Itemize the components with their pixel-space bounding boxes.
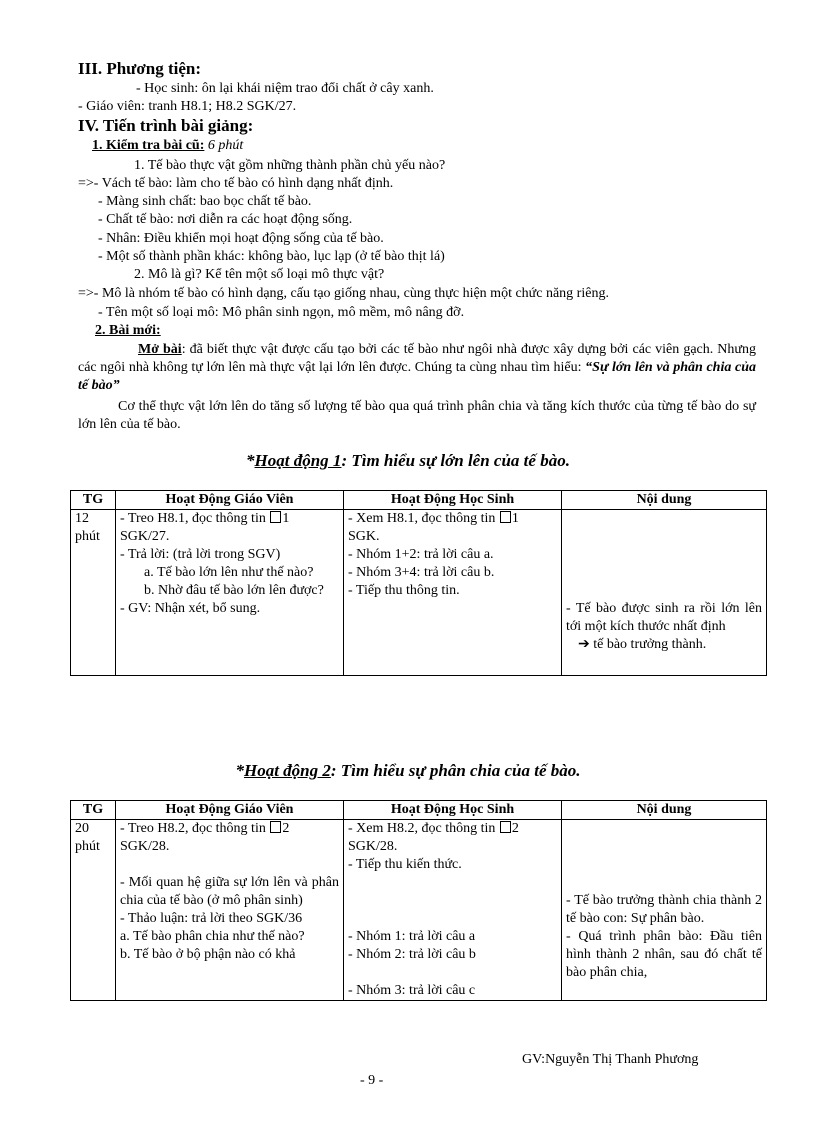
teacher-question-a: a. Tế bào lớn lên như thế nào? (144, 565, 314, 580)
content-growth: - Tế bào được sinh ra rồi lớn lên tới một kích thước nhất định (566, 601, 762, 634)
teacher-question-b: b. Tế bào ở bộ phận nào có khả (120, 947, 296, 962)
intro-text: : đã biết thực vật được cấu tạo bởi các tế bào như ngôi nhà được xây dựng bởi các viên gạch. Nhưng các ngôi nhà không tự lớn lên mà thực vật lại lớn lên được. Chúng ta cùng nhau tìm hiểu: (78, 342, 756, 375)
student-step-5: - Nhóm 3: trả lời câu c (348, 983, 476, 998)
header-tg: TG (71, 491, 116, 510)
arrow-right-icon: ➔ (578, 637, 590, 652)
activity-1-table (70, 490, 767, 676)
intro-label: Mở bài (138, 342, 182, 357)
activity-1-teacher-cell (116, 510, 344, 676)
student-step-4: - Tiếp thu thông tin. (348, 583, 460, 598)
activity-1-row (71, 510, 767, 676)
new-lesson-label: 2. Bài mới: (95, 323, 161, 338)
content-cell-division: - Tế bào trưởng thành chia thành 2 tế bào con: Sự phân bào. (566, 893, 762, 926)
info-box-icon (500, 821, 511, 833)
student-step-3: - Nhóm 3+4: trả lời câu b. (348, 565, 495, 580)
activity-2-title (0, 762, 816, 780)
student-step-2: - Tiếp thu kiến thức. (348, 857, 462, 872)
old-lesson-check-label: 1. Kiểm tra bài cũ: (92, 138, 205, 153)
info-box-icon (270, 511, 281, 523)
teacher-question-b: b. Nhờ đâu tế bào lớn lên được? (144, 583, 324, 598)
activity-1-student-cell (344, 510, 562, 676)
question-1: 1. Tế bào thực vật gồm những thành phần chủ yếu nào? (134, 158, 446, 173)
activity-2-time (71, 820, 116, 1001)
info-box-number: 2 (511, 821, 519, 836)
intro-paragraph (78, 341, 756, 395)
section-4-heading: IV. Tiến trình bài giảng: (78, 116, 254, 135)
answer-2-line-1: =>- Mô là nhóm tế bào có hình dạng, cấu tạo giống nhau, cùng thực hiện một chức năng riêng. (78, 286, 609, 301)
students-materials: - Học sinh: ôn lại khái niệm trao đổi chất ở cây xanh. (136, 81, 434, 96)
activity-2-row (71, 820, 767, 1001)
answer-1-line-3: - Chất tế bào: nơi diễn ra các hoạt động sống. (98, 212, 353, 227)
old-lesson-check-time: 6 phút (207, 138, 244, 153)
growth-paragraph: Cơ thể thực vật lớn lên do tăng số lượng tế bào qua quá trình phân chia và tăng kích thước của từng tế bào do sự lớn lên của tế bào. (78, 399, 756, 432)
activity-2-header-row (71, 801, 767, 820)
student-step-4: - Nhóm 2: trả lời câu b (348, 947, 476, 962)
info-box-number: 2 (282, 821, 290, 836)
activity-1-header-row (71, 491, 767, 510)
answer-1-line-4: - Nhân: Điều khiển mọi hoạt động sống của tế bào. (98, 231, 384, 246)
teacher-step-2: - Trả lời: (trả lời trong SGV) (120, 547, 281, 562)
student-step-3: - Nhóm 1: trả lời câu a (348, 929, 476, 944)
activity-1-title-label: Hoạt động 1 (254, 451, 342, 470)
content-division-process: - Quá trình phân bào: Đầu tiên hình thành 2 nhân, sau đó chất tế bào phân chia, (566, 929, 762, 980)
answer-1-line-2: - Màng sinh chất: bao bọc chất tế bào. (98, 194, 312, 209)
student-step-1-ref: SGK/28. (348, 839, 398, 854)
info-box-icon (270, 821, 281, 833)
teacher-question-a: a. Tế bào phân chia như thế nào? (120, 929, 305, 944)
section-3-heading: III. Phương tiện: (78, 59, 202, 78)
activity-1-content-cell (562, 510, 767, 676)
page-number: - 9 - (360, 1073, 384, 1088)
time-unit: phút (75, 839, 100, 854)
activity-1-title-prefix: * (246, 451, 255, 470)
student-step-2: - Nhóm 1+2: trả lời câu a. (348, 547, 494, 562)
answer-2-line-2: - Tên một số loại mô: Mô phân sinh ngọn, mô mềm, mô nâng đỡ. (98, 305, 465, 320)
content-mature-cell: tế bào trưởng thành. (589, 637, 707, 652)
time-value: 20 (75, 821, 89, 836)
header-student: Hoạt Động Học Sinh (344, 491, 562, 510)
info-box-icon (500, 511, 511, 523)
info-box-number: 1 (282, 511, 290, 526)
activity-1-title-rest: : Tìm hiểu sự lớn lên của tế bào. (341, 451, 570, 470)
header-student: Hoạt Động Học Sinh (344, 801, 562, 820)
activity-2-content-cell (562, 820, 767, 1001)
teacher-step-1: - Treo H8.2, đọc thông tin (120, 821, 270, 836)
student-step-1: - Xem H8.2, đọc thông tin (348, 821, 499, 836)
header-teacher: Hoạt Động Giáo Viên (116, 801, 344, 820)
teacher-step-1: - Treo H8.1, đọc thông tin (120, 511, 270, 526)
answer-1-line-5: - Một số thành phần khác: không bào, lục lạp (ở tế bào thịt lá) (98, 249, 445, 264)
student-step-1: - Xem H8.1, đọc thông tin (348, 511, 499, 526)
footer-author: GV:Nguyễn Thị Thanh Phương (522, 1052, 699, 1067)
activity-1-time (71, 510, 116, 676)
time-unit: phút (75, 529, 100, 544)
activity-2-title-label: Hoạt động 2 (243, 761, 331, 780)
old-lesson-check (92, 137, 243, 155)
teacher-step-1-ref: SGK/27. (120, 529, 170, 544)
info-box-number: 1 (511, 511, 519, 526)
activity-2-student-cell (344, 820, 562, 1001)
teacher-step-3: - GV: Nhận xét, bổ sung. (120, 601, 261, 616)
header-teacher: Hoạt Động Giáo Viên (116, 491, 344, 510)
activity-2-teacher-cell (116, 820, 344, 1001)
header-content: Nội dung (562, 801, 767, 820)
teacher-step-2: - Mối quan hệ giữa sự lớn lên và phân chia của tế bào (ở mô phân sinh) (120, 875, 339, 908)
student-step-1-ref: SGK. (348, 529, 380, 544)
header-tg: TG (71, 801, 116, 820)
answer-1-line-1: =>- Vách tế bào: làm cho tế bào có hình dạng nhất định. (78, 176, 394, 191)
activity-2-title-prefix: * (235, 761, 244, 780)
time-value: 12 (75, 511, 89, 526)
intro-quote: “Sự lớn lên và phân chia của tế bào” (78, 360, 756, 393)
activity-1-title (0, 452, 816, 470)
header-content: Nội dung (562, 491, 767, 510)
teacher-step-1-ref: SGK/28. (120, 839, 170, 854)
teacher-step-3: - Thảo luận: trả lời theo SGK/36 (120, 911, 303, 926)
teacher-materials: - Giáo viên: tranh H8.1; H8.2 SGK/27. (78, 99, 297, 114)
activity-2-title-rest: : Tìm hiểu sự phân chia của tế bào. (330, 761, 581, 780)
activity-2-table (70, 800, 767, 1001)
question-2: 2. Mô là gì? Kể tên một số loại mô thực vật? (134, 267, 385, 282)
